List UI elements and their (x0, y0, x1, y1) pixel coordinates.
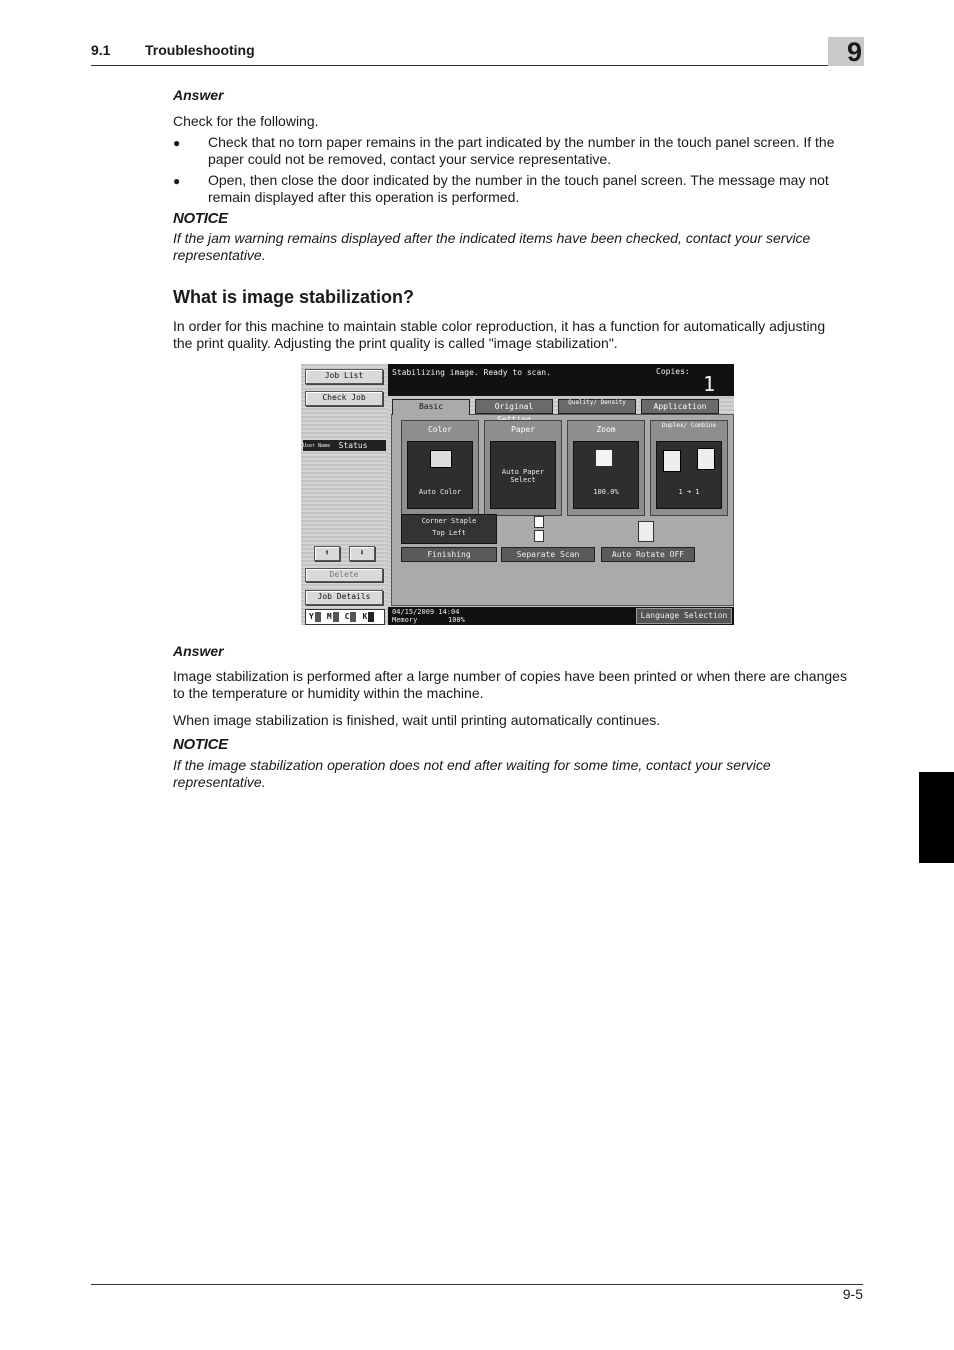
check-job-button[interactable]: Check Job (305, 391, 383, 406)
job-list-header (303, 440, 386, 451)
notice-line: If the image stabilization operation does not end after waiting for some time, contact your service (173, 757, 771, 773)
toner-k: K (362, 612, 368, 621)
finishing-button[interactable]: Finishing (401, 547, 497, 562)
auto-color-icon (430, 450, 452, 468)
section-title: Troubleshooting (145, 42, 255, 58)
duplex-title: Duplex/ Combine (661, 422, 717, 429)
bullet-item (208, 134, 835, 168)
finishing-line1: Corner Staple (421, 517, 477, 525)
datetime: 04/15/2009 14:04 (392, 608, 460, 616)
chapter-number-box (828, 37, 864, 66)
status-message: Stabilizing image. Ready to scan. (392, 368, 551, 377)
arrow-up-icon: ⬆ (324, 548, 330, 557)
chapter-number: 9 (846, 37, 862, 67)
toner-y: Y (309, 612, 314, 621)
bullet-line: paper could not be removed, contact your service representative. (208, 151, 612, 167)
paper-title: Paper (510, 425, 536, 434)
finishing-line2: Top Left (432, 529, 466, 537)
toner-y-bar (315, 612, 321, 622)
toner-c: C (344, 612, 350, 621)
section-paragraph (173, 318, 825, 352)
paragraph-line: In order for this machine to maintain stable color reproduction, it has a function for automatically adjusting (173, 318, 826, 334)
job-list-button[interactable]: Job List (305, 369, 383, 384)
auto-rotate-button[interactable]: Auto Rotate OFF (601, 547, 695, 562)
copies-label: Copies: (656, 367, 690, 376)
scroll-down-button[interactable] (349, 546, 375, 561)
duplex-function[interactable] (650, 420, 728, 516)
tab-basic[interactable]: Basic (392, 399, 470, 415)
bullet-line: Check that no torn paper remains in the part indicated by the number in the touch panel screen. If the (208, 134, 835, 150)
simplex-page-icon (663, 450, 681, 472)
header-rule (91, 65, 863, 66)
copies-value: 1 (703, 372, 716, 396)
color-value: Auto Color (418, 488, 462, 496)
language-selection-button[interactable]: Language Selection (636, 608, 732, 624)
toner-m-bar (333, 612, 339, 622)
paragraph-line: Image stabilization is performed after a large number of copies have been printed or when there are changes (173, 668, 847, 684)
status-header: Status (338, 441, 368, 450)
memory-value: 100% (448, 616, 465, 624)
color-function[interactable] (401, 420, 479, 516)
answer-intro: Check for the following. (173, 113, 319, 129)
arrow-down-icon: ⬇ (359, 548, 365, 557)
notice-text-2 (173, 757, 771, 791)
section-heading: What is image stabilization? (173, 287, 415, 307)
answer-label: Answer (173, 87, 224, 103)
notice-line: representative. (173, 247, 266, 263)
bullet-line: Open, then close the door indicated by the number in the touch panel screen. The message may not (208, 172, 829, 188)
page-number: 9-5 (842, 1286, 863, 1302)
separate-scan-button[interactable]: Separate Scan (501, 547, 595, 562)
message-bar (388, 364, 734, 396)
duplex-face (656, 441, 722, 509)
finishing-status (401, 514, 497, 544)
bullet-icon: ● (173, 136, 181, 150)
footer-rule (91, 1284, 863, 1285)
delete-button[interactable]: Delete (305, 568, 383, 582)
duplex-value: 1 ➜ 1 (678, 488, 700, 496)
notice-label-2: NOTICE (173, 736, 228, 753)
toner-c-bar (350, 612, 356, 622)
paper-face (490, 441, 556, 509)
separate-scan-icon-2 (534, 530, 544, 542)
bullet-item (208, 172, 829, 206)
zoom-function[interactable] (567, 420, 645, 516)
paragraph-line: to the temperature or humidity within the machine. (173, 685, 484, 701)
paper-function[interactable] (484, 420, 562, 516)
zoom-icon (596, 450, 612, 466)
tab-quality-density[interactable]: Quality/ Density (558, 399, 636, 414)
zoom-value: 100.0% (593, 488, 619, 496)
auto-rotate-icon (638, 521, 654, 542)
notice-label: NOTICE (173, 210, 228, 227)
toner-m: M (326, 612, 332, 621)
answer-paragraph-2: When image stabilization is finished, wait until printing automatically continues. (173, 712, 661, 728)
color-title: Color (427, 425, 453, 434)
section-heading-wrap (173, 287, 414, 308)
separate-scan-icon (534, 516, 544, 528)
section-number: 9.1 (91, 42, 111, 58)
tab-original-setting[interactable]: Original (475, 399, 553, 414)
bottom-status-bar (388, 607, 734, 625)
toner-k-bar (368, 612, 374, 622)
touch-panel-screenshot (301, 364, 734, 625)
user-name-header: User Name (303, 443, 331, 449)
color-face (407, 441, 473, 509)
memory-label: Memory (392, 616, 418, 624)
answer-paragraph (173, 668, 847, 702)
bullet-line: remain displayed after this operation is performed. (208, 189, 520, 205)
notice-line: representative. (173, 774, 266, 790)
answer-label-2: Answer (173, 643, 224, 659)
bullet-icon: ● (173, 174, 181, 188)
notice-text (173, 230, 810, 264)
scroll-up-button[interactable] (314, 546, 340, 561)
simplex-output-icon (697, 448, 715, 470)
paper-value: Auto Paper Select (501, 468, 545, 484)
tab-application[interactable]: Application (641, 399, 719, 414)
zoom-title: Zoom (596, 425, 616, 434)
chapter-side-tab (919, 772, 954, 863)
toner-indicator (305, 609, 385, 625)
job-details-button[interactable]: Job Details (305, 590, 383, 605)
paragraph-line: the print quality. Adjusting the print quality is called "image stabilization". (173, 335, 618, 351)
notice-line: If the jam warning remains displayed after the indicated items have been checked, contact your service (173, 230, 811, 246)
zoom-face (573, 441, 639, 509)
